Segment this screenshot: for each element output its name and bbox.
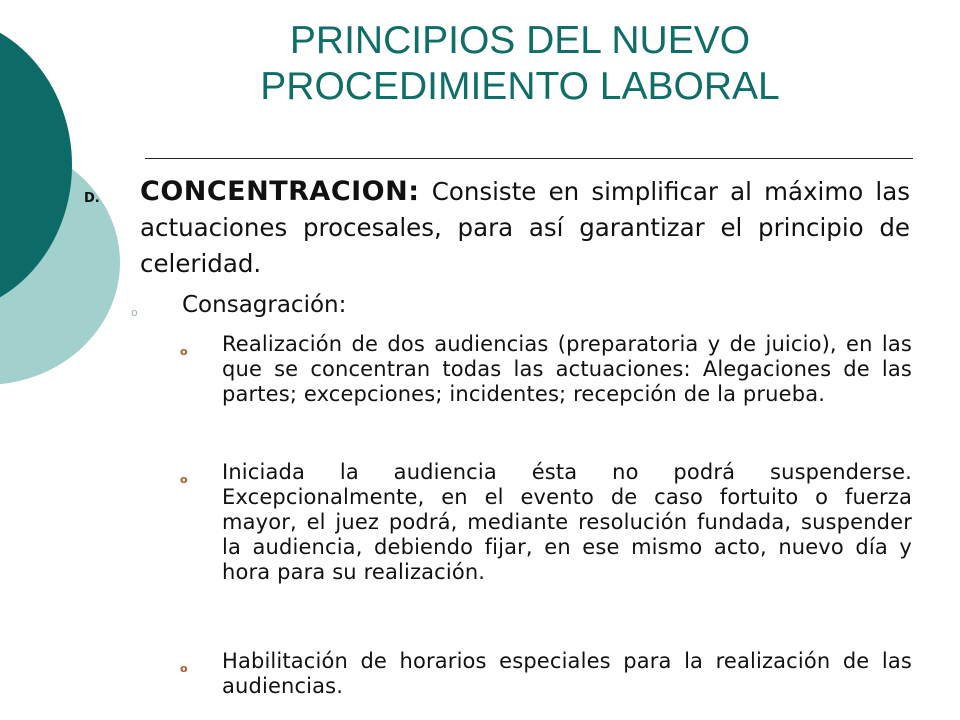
point-text: Realización de dos audiencias (preparatoria y de juicio), en las que se concentran todas las actuaciones: Alegaciones de las partes; excepciones; incidentes; recepción de la prueba. (222, 332, 912, 406)
item-marker: D. (84, 191, 100, 206)
point-marker: o (180, 345, 188, 358)
point-marker: o (180, 473, 188, 486)
item-paragraph (140, 174, 910, 282)
point-text: Iniciada la audiencia ésta no podrá suspenderse. Excepcionalmente, en el evento de caso fortuito o fuerza mayor, el juez podrá, mediante resolución fundada, suspender la audiencia, debiendo fijar, en ese mismo acto, nuevo día y hora para su realización. (222, 460, 912, 584)
slide-title-line2: PROCEDIMIENTO LABORAL (260, 65, 780, 108)
sub-bullet-marker: o (131, 306, 138, 319)
point-marker: o (180, 662, 188, 675)
sub-label: Consagración: (182, 292, 347, 318)
item-text: Consiste en simplificar al máximo las actuaciones procesales, para así garantizar el principio de celeridad. (140, 177, 910, 278)
item-heading: CONCENTRACION: (140, 176, 420, 207)
point-text: Habilitación de horarios especiales para la realización de las audiencias. (222, 649, 912, 698)
slide-title-line1: PRINCIPIOS DEL NUEVO (289, 19, 751, 62)
